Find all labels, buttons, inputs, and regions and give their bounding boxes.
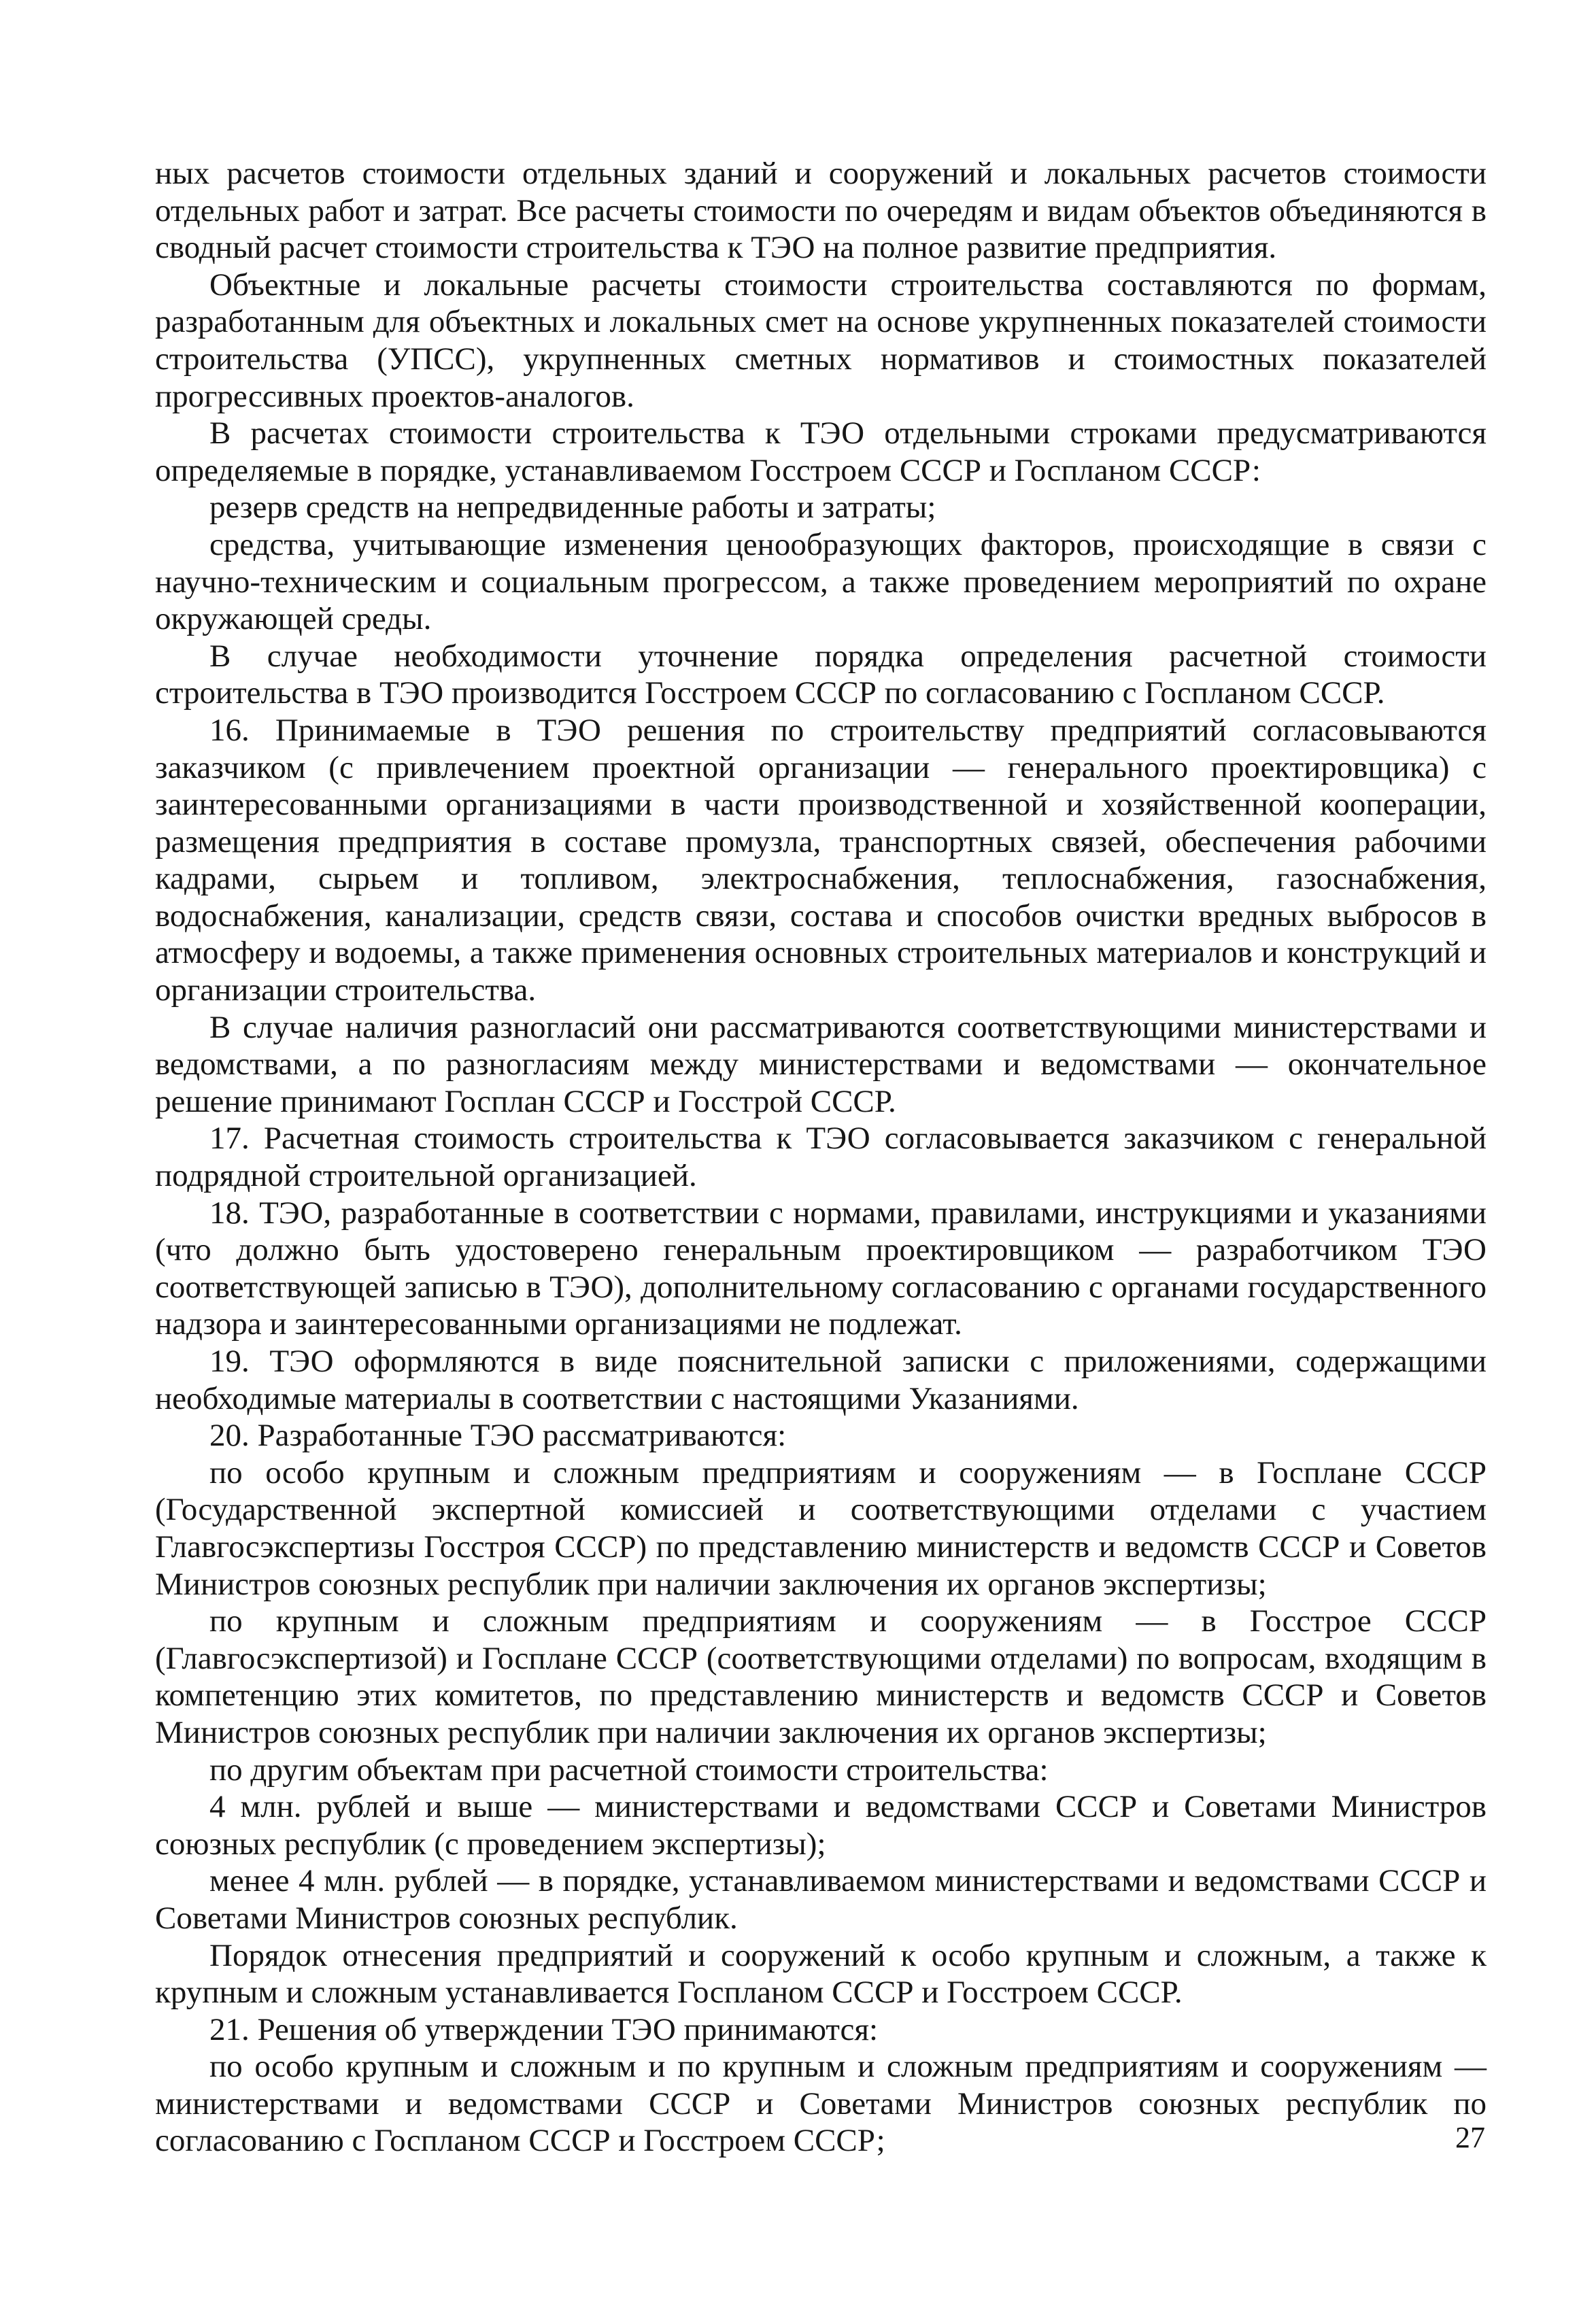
document-page xyxy=(155,155,1487,2160)
paragraph-6: В случае необходимости уточнение порядка определения расчетной стоимости строительства в ТЭО производится Госстроем СССР по согласованию с Госпланом СССР. xyxy=(155,638,1487,711)
paragraph-19: 21. Решения об утверждении ТЭО принимаются: xyxy=(209,2011,879,2047)
paragraph-18: Порядок отнесения предприятий и сооружений к особо крупным и сложным, а также к крупным и сложным устанавливается Госпланом СССР и Госстроем СССР. xyxy=(155,1937,1487,2011)
paragraph-5: средства, учитывающие изменения ценообразующих факторов, происходящие в связи с научно-техническим и социальным прогрессом, а также проведением мероприятий по охране окружающей среды. xyxy=(155,526,1487,637)
paragraph-15: по другим объектам при расчетной стоимости строительства: xyxy=(209,1752,1049,1788)
paragraph-13: по особо крупным и сложным предприятиям и сооружениям — в Госплане СССР (Государственной экспертной комиссией и соответствующими отделами с участием Главгосэкспертизы Госстроя СССР) по представлению министерств и ведомств СССР и Советов Министров союзных республик при наличии заключения их органов экспертизы; xyxy=(155,1454,1487,1602)
paragraph-9: 17. Расчетная стоимость строительства к ТЭО согласовывается заказчиком с генеральной подрядной строительной организацией. xyxy=(155,1121,1487,1194)
paragraph-20: по особо крупным и сложным и по крупным и сложным предприятиям и сооружениям — министерствами и ведомствами СССР и Советами Министров союзных республик по согласованию с Госпланом СССР и Госстроем СССР; xyxy=(155,2049,1487,2159)
paragraph-14: по крупным и сложным предприятиям и сооружениям — в Госстрое СССР (Главгосэкспертизой) и Госплане СССР (соответствующими отделами) по вопросам, входящим в компетенцию этих комитетов, по представлению министерств и ведомств СССР и Советов Министров союзных республик при наличии заключения их органов экспертизы; xyxy=(155,1603,1487,1750)
page-number: 27 xyxy=(1455,2121,1485,2154)
paragraph-2: Объектные и локальные расчеты стоимости строительства составляются по формам, разработанным для объектных и локальных смет на основе укрупненных показателей стоимости строительства (УПСС), укрупненных сметных нормативов и стоимостных показателей прогрессивных проектов-аналогов. xyxy=(155,267,1487,414)
paragraph-17: менее 4 млн. рублей — в порядке, устанавливаемом министерствами и ведомствами СССР и Советами Министров союзных республик. xyxy=(155,1863,1487,1936)
paragraph-10: 18. ТЭО, разработанные в соответствии с нормами, правилами, инструкциями и указаниями (что должно быть удостоверено генеральным проектировщиком — разработчиком ТЭО соответствующей записью в ТЭО), дополнительному согласованию с органами государственного надзора и заинтересованными организациями не подлежат. xyxy=(155,1195,1487,1342)
paragraph-3: В расчетах стоимости строительства к ТЭО отдельными строками предусматриваются определяемые в порядке, устанавливаемом Госстроем СССР и Госпланом СССР: xyxy=(155,415,1487,488)
paragraph-8: В случае наличия разногласий они рассматриваются соответствующими министерствами и ведомствами, а по разногласиям между министерствами и ведомствами — окончательное решение принимают Госплан СССР и Госстрой СССР. xyxy=(155,1009,1487,1119)
paragraph-7: 16. Принимаемые в ТЭО решения по строительству предприятий согласовываются заказчиком (с привлечением проектной организации — генерального проектировщика) с заинтересованными организациями в части производственной и хозяйственной кооперации, размещения предприятия в составе промузла, транспортных связей, обеспечения рабочими кадрами, сырьем и топливом, электроснабжения, теплоснабжения, газоснабжения, водоснабжения, канализации, средств связи, состава и способов очистки вредных выбросов в атмосферу и водоемы, а также применения основных строительных материалов и конструкций и организации строительства. xyxy=(155,712,1487,1008)
paragraph-12: 20. Разработанные ТЭО рассматриваются: xyxy=(209,1418,787,1454)
paragraph-4: резерв средств на непредвиденные работы и затраты; xyxy=(209,490,936,526)
paragraph-16: 4 млн. рублей и выше — министерствами и ведомствами СССР и Советами Министров союзных республик (с проведением экспертизы); xyxy=(155,1789,1487,1862)
paragraph-1: ных расчетов стоимости отдельных зданий и сооружений и локальных расчетов стоимости отдельных работ и затрат. Все расчеты стоимости по очередям и видам объектов объединяются в сводный расчет стоимости строительства к ТЭО на полное развитие предприятия. xyxy=(155,156,1487,266)
paragraph-11: 19. ТЭО оформляются в виде пояснительной записки с приложениями, содержащими необходимые материалы в соответствии с настоящими Указаниями. xyxy=(155,1344,1487,1416)
